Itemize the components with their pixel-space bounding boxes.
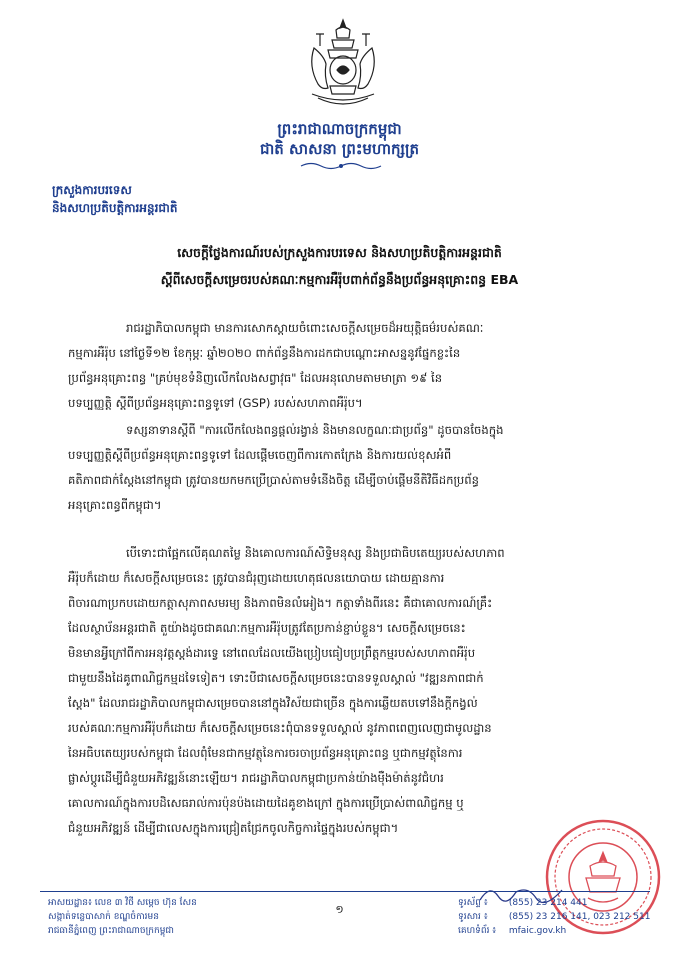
text-line: បទប្បញ្ញត្តិស្តីពីប្រព័ន្ធអនុគ្រោះពន្ធទូទៅ ដែលផ្តើមចេញពីការកោតក្រែង និងការយល់ខុសអំពី — [68, 448, 452, 462]
text-line: រាជរដ្ឋាភិបាលកម្ពុជា មានការសោកស្តាយចំពោះសេចក្តីសម្រេចដ៏អយុត្តិធម៌របស់គណៈ — [126, 321, 484, 335]
statement-title: សេចក្តីថ្លែងការណ៍របស់ក្រសួងការបរទេស និងសហប្រតិបត្តិការអន្តរជាតិ — [177, 245, 502, 260]
text-line: បទប្បញ្ញត្តិ ស្តីពីប្រព័ន្ធអនុគ្រោះពន្ធទូទៅ (GSP) របស់សហភាពអឺរ៉ុប។ — [68, 396, 363, 410]
text-line: របស់គណៈកម្មការអឺរ៉ុបក៏ដោយ ក៏សេចក្តីសម្រេចនេះពុំបានទទួលស្គាល់ នូវភាពពេញលេញជាមូលដ្ឋាន — [68, 721, 492, 735]
text-line: គោលការណ៍ក្នុងការបដិសេធរាល់ការប៉ុនប៉ងដោយដៃគូខាងក្រៅ ក្នុងការប្រើប្រាស់ពាណិជ្ជកម្ម ឬ — [68, 796, 464, 810]
divider-ornament — [299, 161, 383, 171]
fax-row — [458, 910, 650, 924]
website-label: គេហទំព័រ ៖ — [458, 926, 497, 936]
paragraph-1 — [68, 316, 628, 416]
text-line: ស្តែង" ដែលរាជរដ្ឋាភិបាលកម្ពុជាសម្រេចបាននៅក្នុងវិស័យជាច្រើន ក្នុងការឆ្លើយតបទៅនឹងក្តីកង្វល់ — [68, 696, 478, 710]
footer-divider — [40, 891, 650, 892]
address-line: រាជធានីភ្នំពេញ ព្រះរាជាណាចក្រកម្ពុជា — [48, 926, 174, 936]
text-line: ដែលស្ថាប័នអន្តរជាតិ តួយ៉ាងដូចជាគណៈកម្មការអឺរ៉ុបត្រូវតែប្រកាន់ខ្ជាប់ខ្លួន។ សេចក្តីសម្រេចនេះ — [68, 621, 466, 635]
website-row — [458, 924, 650, 938]
text-line: ប្រព័ន្ធអនុគ្រោះពន្ធ "គ្រប់មុខទំនិញលើកលែងសព្វាវុធ" ដែលអនុលោមតាមមាត្រា ១៩ នៃ — [68, 371, 443, 385]
fax-value: (855) 23 216 141, 023 212 511 — [508, 912, 651, 922]
text-line: កម្មការអឺរ៉ុប នៅថ្ងៃទី១២ ខែកុម្ភៈ ឆ្នាំ២០២០ ពាក់ព័ន្ធនឹងការដកជាបណ្តោះអាសន្ននូវផ្នែកខ្លះនៃ — [68, 346, 461, 360]
text-line: អនុគ្រោះពន្ធពីកម្ពុជា។ — [68, 498, 162, 512]
phone-label: ទូរស័ព្ទ ៖ — [458, 898, 488, 908]
royal-arms-emblem — [302, 18, 384, 110]
ministry-name-line2: និងសហប្រតិបត្តិការអន្តរជាតិ — [52, 201, 178, 215]
text-line: ទស្សនាទានស្តីពី "ការលើកលែងពន្ធផ្តល់រង្វាន់ និងមានលក្ខណៈជាប្រព័ន្ធ" ដូចបានចែងក្នុង — [126, 423, 504, 437]
fax-label: ទូរសារ ៖ — [458, 912, 488, 922]
text-line: បើទោះជាផ្អែកលើគុណតម្លៃ និងគោលការណ៍សិទ្ធិមនុស្ស និងប្រជាធិបតេយ្យរបស់សហភាព — [126, 546, 505, 560]
text-line: មិនមានអ្វីក្រៅពីការអនុវត្តស្តង់ដារទ្វេ នៅពេលដែលយើងប្រៀបធៀបប្រព្រឹត្តកម្មរបស់សហភាពអឺរ៉ុប — [68, 646, 476, 660]
statement-subtitle: ស្តីពីសេចក្តីសម្រេចរបស់គណៈកម្មការអឺរ៉ុបពាក់ព័ន្ធនឹងប្រព័ន្ធអនុគ្រោះពន្ធ EBA — [160, 272, 519, 287]
kingdom-name: ព្រះរាជាណាចក្រកម្ពុជា — [277, 120, 402, 138]
address-line: សង្កាត់ទន្លេបាសាក់ ខណ្ឌចំការមន — [48, 912, 159, 922]
address-line: អាសយដ្ឋាន៖ លេខ ៣ វិថី សម្តេច ហ៊ុន សែន — [48, 898, 197, 908]
text-line: គតិភាពជាក់ស្តែងនៅកម្ពុជា ត្រូវបានយកមកប្រើប្រាស់តាមទំនើងចិត្ត ដើម្បីចាប់ផ្តើមនីតិវិធីដកប្រព័ន្ធ — [68, 473, 480, 487]
text-line: ផ្លាស់ប្តូរដើម្បីជំនួយអភិវឌ្ឍន៍នោះឡើយ។ រាជរដ្ឋាភិបាលកម្ពុជាប្រកាន់យ៉ាងម៉ឺងម៉ាត់នូវជំហរ — [68, 771, 444, 785]
national-motto: ជាតិ សាសនា ព្រះមហាក្សត្រ — [260, 140, 419, 158]
text-line: ពិចារណាប្រកបដោយកត្តាសុភាពសមរម្យ និងភាពមិនលំអៀង។ កត្តាទាំងពីរនេះ គឺជាគោលការណ៍គ្រឹះ — [68, 596, 493, 610]
phone-value: (855) 23 214 441 — [508, 898, 588, 908]
page-number: ១ — [335, 903, 344, 916]
phone-row — [458, 896, 650, 910]
footer-contact — [458, 896, 650, 938]
text-line: អឺរ៉ុបក៏ដោយ ក៏សេចក្តីសម្រេចនេះ ត្រូវបានជំរុញដោយហេតុផលនយោបាយ ដោយគ្មានការ — [68, 571, 445, 585]
text-line: ជាមួយនឹងដៃគូពាណិជ្ជកម្មដទៃទៀត។ ទោះបីជាសេចក្តីសម្រេចនេះបានទទួលស្គាល់ "វឌ្ឍនភាពជាក់ — [68, 671, 484, 685]
text-line: ជំនួយអភិវឌ្ឍន៍ ដើម្បីជាលេសក្នុងការជ្រៀតជ្រែកចូលកិច្ចការផ្ទៃក្នុងរបស់កម្ពុជា។ — [68, 821, 399, 835]
text-line: នៃអធិបតេយ្យរបស់កម្ពុជា ដែលពុំមែនជាកម្មវត្ថុនៃការចរចាប្រព័ន្ធអនុគ្រោះពន្ធ ឬជាកម្មវត្ថុនៃការ — [68, 746, 463, 760]
paragraph-3 — [68, 541, 628, 841]
website-value[interactable]: mfaic.gov.kh — [508, 926, 567, 936]
paragraph-2 — [68, 418, 628, 518]
ministry-name-line1: ក្រសួងការបរទេស — [52, 183, 132, 197]
